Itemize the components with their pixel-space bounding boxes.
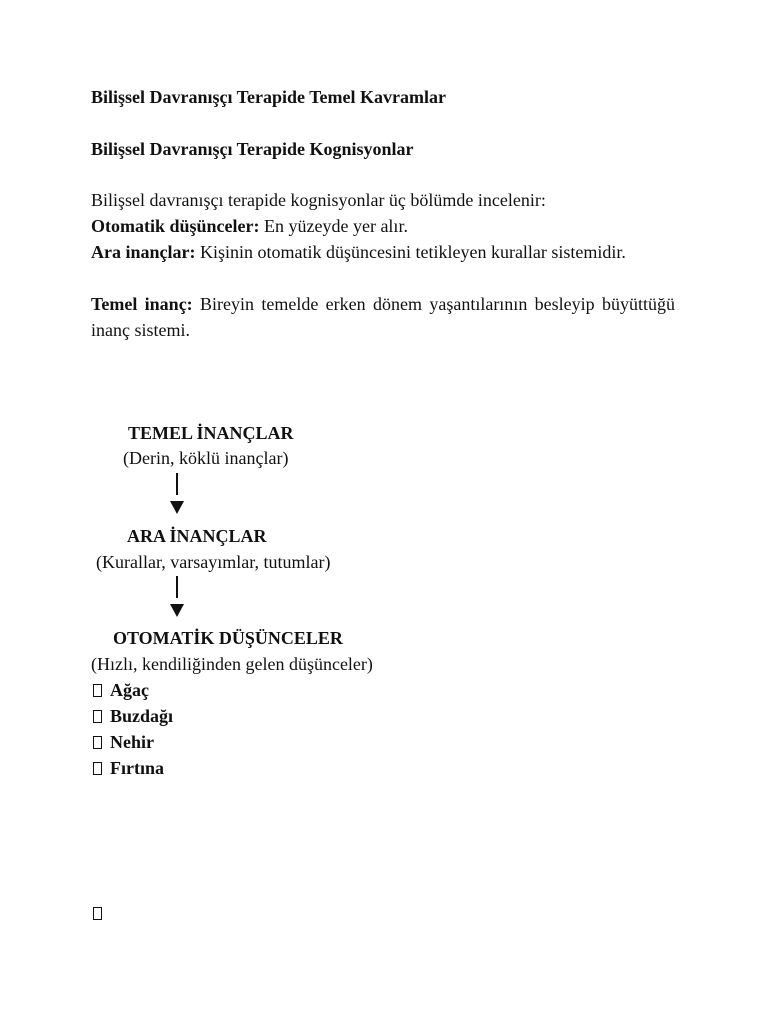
missing-glyph-box-icon	[93, 907, 102, 920]
diagram-level-title: OTOMATİK DÜŞÜNCELER	[113, 628, 343, 648]
diagram-level-title: ARA İNANÇLAR	[127, 526, 267, 546]
section-heading: Bilişsel Davranışçı Terapide Kognisyonlar	[91, 139, 414, 159]
diagram-level-subtitle: (Derin, köklü inançlar)	[123, 448, 289, 468]
definition-text: Kişinin otomatik düşüncesini tetikleyen kurallar sistemidir.	[195, 242, 626, 262]
list-item: Ağaç	[93, 677, 149, 703]
trailing-glyph	[93, 900, 110, 926]
definition-text: En yüzeyde yer alır.	[259, 216, 408, 236]
list-item: Buzdağı	[93, 703, 173, 729]
document-title: Bilişsel Davranışçı Terapide Temel Kavramlar	[91, 87, 446, 107]
missing-glyph-box-icon	[93, 710, 102, 723]
missing-glyph-box-icon	[93, 684, 102, 697]
down-arrow-icon	[170, 604, 184, 617]
list-item: Nehir	[93, 729, 154, 755]
definition-term: Ara inançlar:	[91, 242, 196, 262]
definition-text: Bireyin temelde erken dönem yaşantılarının besleyip büyüttüğü inanç sistemi.	[91, 294, 675, 340]
list-item: Fırtına	[93, 755, 164, 781]
down-arrow-icon	[170, 501, 184, 514]
diagram-level-subtitle: (Hızlı, kendiliğinden gelen düşünceler)	[91, 654, 373, 674]
diagram-level-subtitle: (Kurallar, varsayımlar, tutumlar)	[96, 552, 331, 572]
missing-glyph-box-icon	[93, 762, 102, 775]
definition-temel	[91, 291, 675, 343]
intro-paragraph: Bilişsel davranışçı terapide kognisyonlar üç bölümde incelenir:	[91, 190, 546, 210]
definition-ara	[91, 239, 675, 265]
arrow-shaft	[176, 473, 178, 495]
definition-term: Otomatik düşünceler:	[91, 216, 260, 236]
definition-term: Temel inanç:	[91, 294, 193, 314]
missing-glyph-box-icon	[93, 736, 102, 749]
diagram-level-title: TEMEL İNANÇLAR	[128, 423, 294, 443]
definition-otomatik	[91, 213, 408, 239]
arrow-shaft	[176, 576, 178, 598]
